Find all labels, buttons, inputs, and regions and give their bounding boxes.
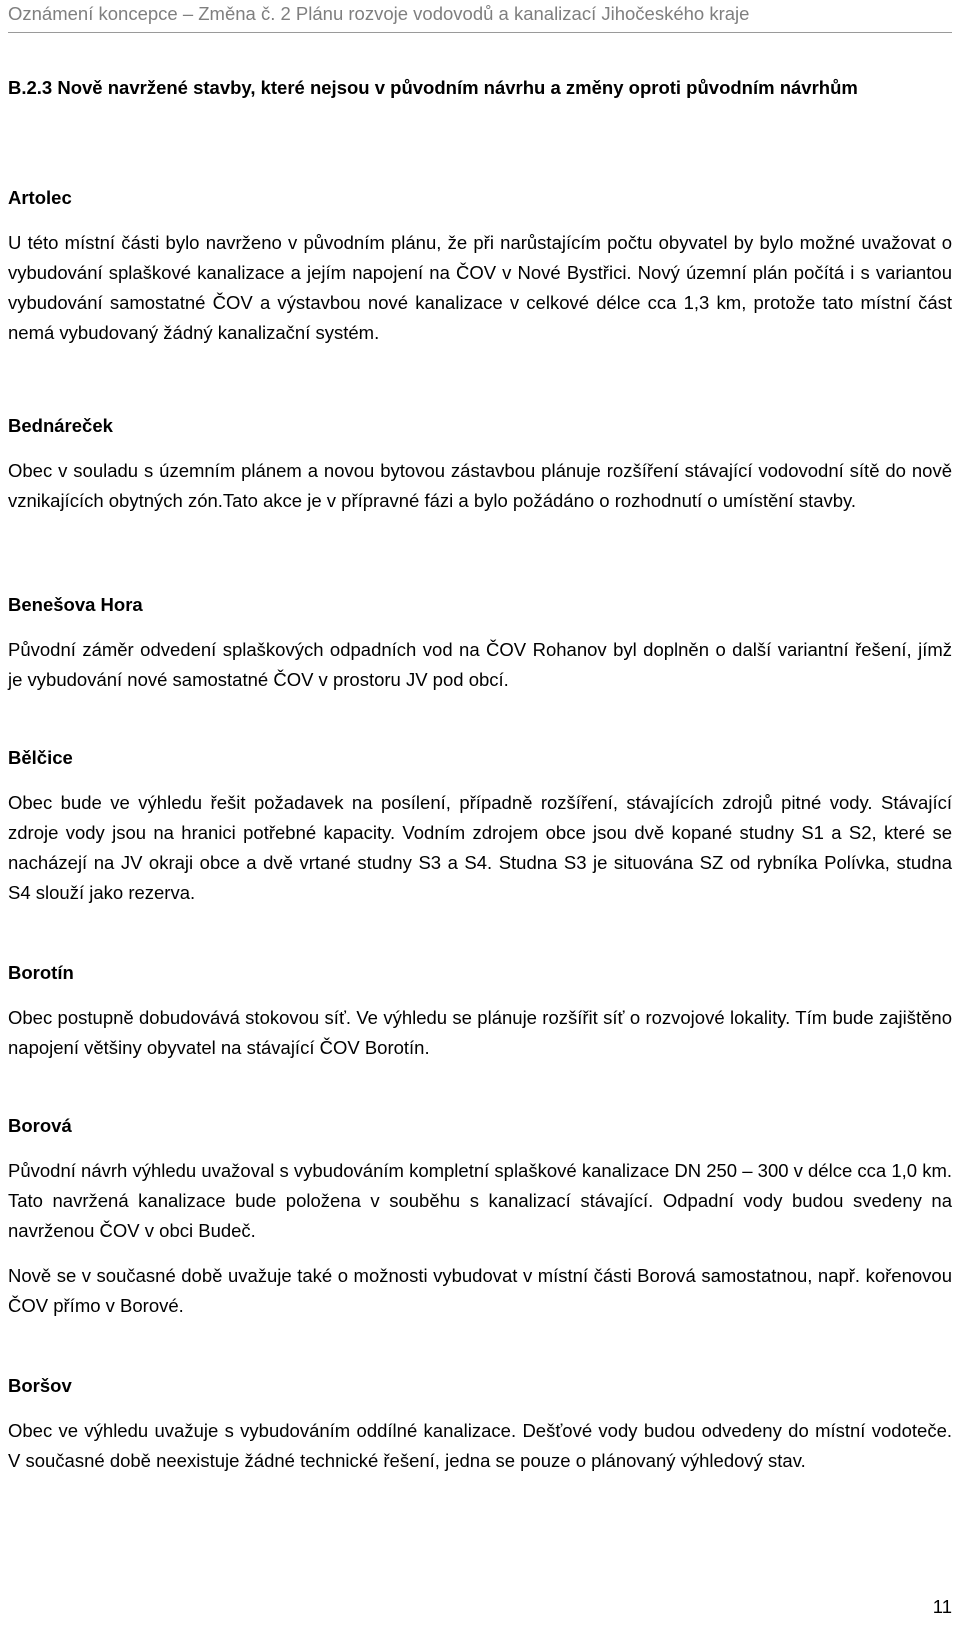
section-title: B.2.3 Nově navržené stavby, které nejsou v původním návrhu a změny oproti původním návrhům xyxy=(8,77,858,98)
entry-artolec xyxy=(8,183,952,348)
entry-heading: Benešova Hora xyxy=(8,594,143,615)
entry-heading: Bělčice xyxy=(8,747,73,768)
entry-belcice xyxy=(8,743,952,908)
entry-heading: Borová xyxy=(8,1115,72,1136)
entry-heading: Boršov xyxy=(8,1375,72,1396)
entry-bednarecek xyxy=(8,411,952,516)
page-number: 11 xyxy=(932,1596,952,1617)
entry-paragraph: Původní návrh výhledu uvažoval s vybudováním kompletní splaškové kanalizace DN 250 – 300 v délce cca 1,0 km. Tato navržená kanalizace bude položena v souběhu s kanalizací stávající. Odpadní vody budou svedeny na navrženou ČOV v obci Budeč. xyxy=(8,1160,953,1241)
entry-paragraph: Původní záměr odvedení splaškových odpadních vod na ČOV Rohanov byl doplněn o další variantní řešení, jímž je vybudování nové samostatné ČOV v prostoru JV pod obcí. xyxy=(8,639,952,690)
entry-heading: Artolec xyxy=(8,187,72,208)
entry-borova xyxy=(8,1111,952,1321)
entry-heading: Bednáreček xyxy=(8,415,113,436)
entry-borotin xyxy=(8,958,952,1063)
entry-paragraph: Obec v souladu s územním plánem a novou bytovou zástavbou plánuje rozšíření stávající vodovodní sítě do nově vznikajících obytných zón.Tato akce je v přípravné fázi a bylo požádáno o rozhodnutí o umístění stavby. xyxy=(8,460,952,511)
entry-paragraph: U této místní části bylo navrženo v původním plánu, že při narůstajícím počtu obyvatel by bylo možné uvažovat o vybudování splaškové kanalizace a jejím napojení na ČOV v Nové Bystřici. Nový územní plán počítá i s variantou vybudování samostatné ČOV a výstavbou nové kanalizace v celkové délce cca 1,3 km, protože tato místní část nemá vybudovaný žádný kanalizační systém. xyxy=(8,232,952,343)
entry-paragraph: Obec bude ve výhledu řešit požadavek na posílení, případně rozšíření, stávajících zdrojů pitné vody. Stávající zdroje vody jsou na hranici potřebné kapacity. Vodním zdrojem obce jsou dvě kopané studny S1 a S2, které se nacházejí na JV okraji obce a dvě vrtané studny S3 a S4. Studna S3 je situována SZ od rybníka Polívka, studna S4 slouží jako rezerva. xyxy=(8,792,952,903)
entry-benesova-hora xyxy=(8,590,952,695)
running-header: Oznámení koncepce – Změna č. 2 Plánu rozvoje vodovodů a kanalizací Jihočeského kraje xyxy=(8,3,750,24)
entry-paragraph: Nově se v současné době uvažuje také o možnosti vybudovat v místní části Borová samostatnou, např. kořenovou ČOV přímo v Borové. xyxy=(8,1265,952,1316)
entry-heading: Borotín xyxy=(8,962,74,983)
entry-paragraph: Obec postupně dobudovává stokovou síť. Ve výhledu se plánuje rozšířit síť o rozvojové lokality. Tím bude zajištěno napojení většiny obyvatel na stávající ČOV Borotín. xyxy=(8,1007,952,1058)
entry-paragraph: Obec ve výhledu uvažuje s vybudováním oddílné kanalizace. Dešťové vody budou odvedeny do místní vodoteče. V současné době neexistuje žádné technické řešení, jedna se pouze o plánovaný výhledový stav. xyxy=(8,1420,952,1471)
header-divider xyxy=(8,32,952,33)
entry-borsov xyxy=(8,1371,952,1476)
